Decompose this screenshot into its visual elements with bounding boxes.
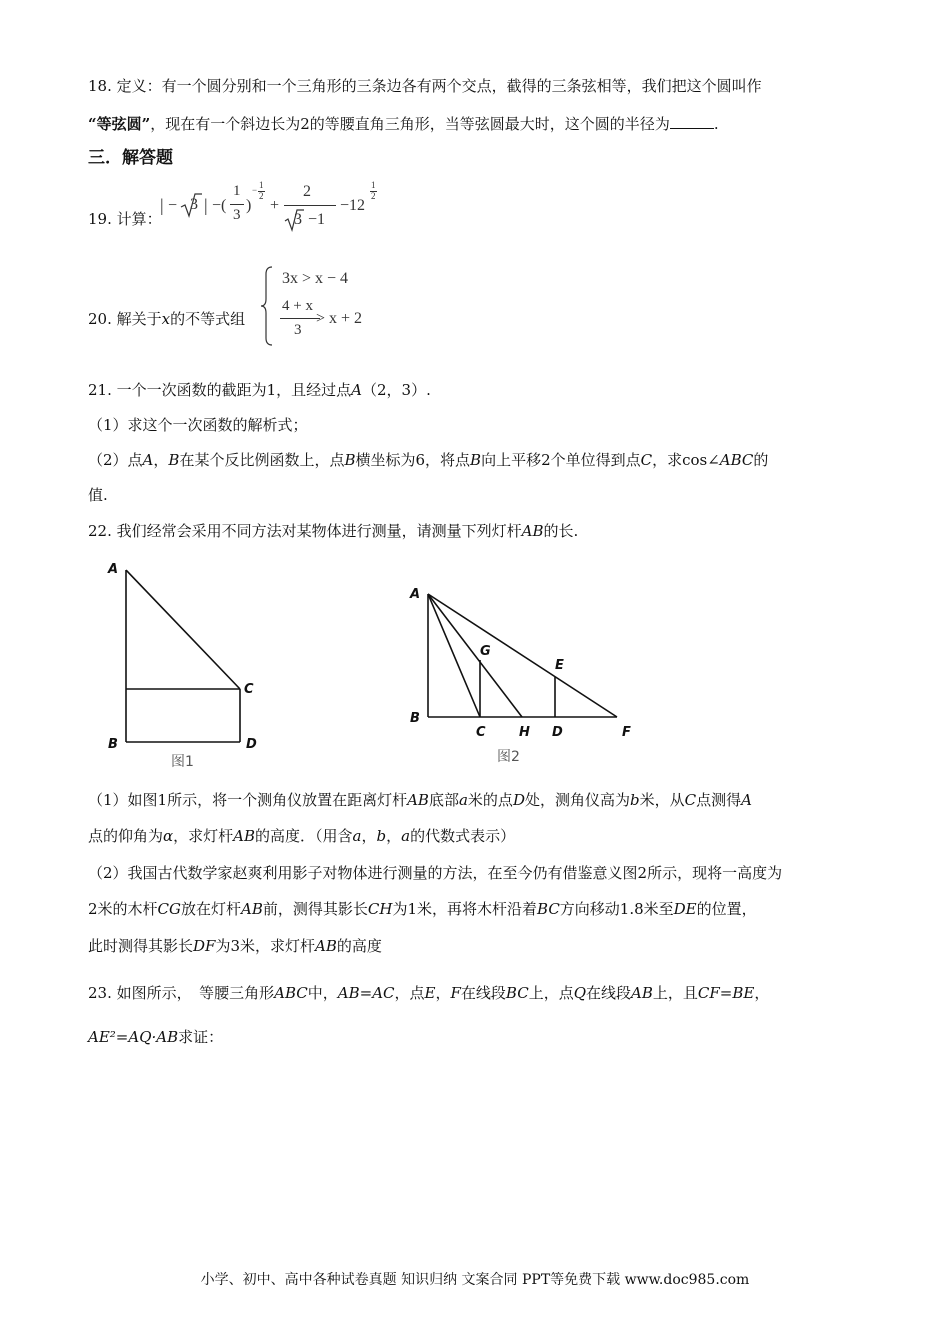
q19-exp1-den: 2 bbox=[259, 191, 264, 201]
q23-l1-AB: AB bbox=[631, 984, 653, 1002]
fig2-line-af bbox=[428, 594, 617, 717]
q20-system bbox=[260, 264, 380, 346]
q23-l1-eq2: CF=BE bbox=[697, 984, 755, 1002]
q21-line1 bbox=[88, 380, 431, 400]
q22-p2-l2-DE: DE bbox=[673, 900, 697, 918]
fig2-label-c: C bbox=[476, 725, 486, 740]
q22-part1-line1 bbox=[88, 790, 752, 810]
fig1-label-c: C bbox=[244, 682, 254, 697]
q22-p1-l1-d: 处，测角仪高为 bbox=[524, 791, 630, 809]
q22-line1-post: 的长. bbox=[543, 522, 579, 540]
q22-p1-l2-vc: a bbox=[401, 827, 411, 845]
q21-sub2-f: ，求cos∠ bbox=[652, 451, 720, 469]
q20-ineq2-num: 4 + x bbox=[282, 298, 313, 314]
q22-line1-AB: AB bbox=[521, 522, 544, 540]
q22-p1-l1-var-b: b bbox=[629, 791, 640, 809]
q18-line2 bbox=[88, 114, 719, 134]
q19-label: 19. 计算： bbox=[88, 210, 162, 228]
fig2-label-h: H bbox=[519, 725, 530, 740]
q22-line1 bbox=[88, 521, 578, 541]
fig2-label-d: D bbox=[552, 725, 563, 740]
q22-p1-l1-e: 米，从 bbox=[639, 791, 685, 809]
q21-sub2-g: 的 bbox=[753, 451, 769, 469]
q22-p1-l1-f: 点测得 bbox=[696, 791, 742, 809]
q23-l1-d: ， bbox=[435, 984, 451, 1002]
fig1-label-d: D bbox=[246, 737, 257, 752]
q23-line1 bbox=[88, 983, 769, 1003]
q22-p1-l1-AB: AB bbox=[407, 791, 429, 809]
q21-sub2 bbox=[88, 450, 768, 470]
q22-p2-l2-a: 2米的木杆 bbox=[88, 900, 158, 918]
q20-ineq1: 3x > x − 4 bbox=[282, 270, 349, 287]
q19-minus1: − bbox=[168, 197, 178, 214]
fig2-label-g: G bbox=[480, 644, 491, 659]
fig2-label-a: A bbox=[410, 587, 421, 602]
q22-p2-l3-a: 此时测得其影长 bbox=[88, 937, 194, 955]
q22-p1-l2-a: 点的仰角为 bbox=[88, 827, 164, 845]
q22-p1-l2-va: a bbox=[352, 827, 362, 845]
q19-frac-bar bbox=[230, 204, 244, 205]
q22-p2-l2-c: 前，测得其影长 bbox=[262, 900, 368, 918]
q23-l1-Q: Q bbox=[573, 984, 587, 1002]
q19-frac-num: 1 bbox=[233, 183, 241, 199]
q23-line2 bbox=[88, 1027, 223, 1047]
q21-sub2-e: 向上平移2个单位得到点 bbox=[481, 451, 641, 469]
q19-minus3: −12 bbox=[340, 197, 366, 214]
q19-frac-den: 3 bbox=[233, 207, 241, 223]
q21-sub2-a: （2）点 bbox=[88, 451, 143, 469]
q22-p1-l2-c: 的高度．（用含 bbox=[255, 827, 353, 845]
q19-minus2: −( bbox=[212, 197, 227, 214]
q22-p1-l2-alpha: α bbox=[163, 827, 174, 845]
q23-l1-b: 中， bbox=[307, 984, 338, 1002]
q21-line1-post: （2，3）. bbox=[362, 381, 431, 399]
q23-l1-BC: BC bbox=[505, 984, 529, 1002]
q18-answer-blank[interactable] bbox=[670, 114, 714, 129]
q22-p2-l2-BC: BC bbox=[537, 900, 560, 918]
fig2-caption: 图2 bbox=[497, 749, 520, 765]
q19-f2-den-rad: 3 bbox=[294, 211, 302, 228]
q18-term: “等弦圆” bbox=[88, 115, 151, 133]
q22-p2-l3-AB: AB bbox=[315, 937, 337, 955]
q20-ineq2-rest: > x + 2 bbox=[316, 310, 363, 327]
q19-paren-close: ) bbox=[246, 197, 252, 214]
fig2-label-b: B bbox=[410, 711, 420, 726]
q19-exp1-num: 1 bbox=[259, 180, 264, 190]
q22-p1-l1-var-a: a bbox=[458, 791, 468, 809]
q23-l1-e: 在线段 bbox=[460, 984, 506, 1002]
q19-exp2-den: 2 bbox=[371, 191, 376, 201]
q20-brace-icon bbox=[260, 266, 274, 346]
q19-f2-bar bbox=[284, 205, 336, 206]
q19-sqrt3: 3 bbox=[190, 196, 198, 213]
fig1-label-b: B bbox=[108, 737, 118, 752]
q22-part2-line1: （2）我国古代数学家赵爽利用影子对物体进行测量的方法，在至今仍有借鉴意义图2所示，现将一高度为 bbox=[88, 864, 783, 882]
q21-sub2-ABC: ABC bbox=[719, 451, 754, 469]
q22-p1-l1-b: 底部 bbox=[428, 791, 459, 809]
q22-p1-l2-d: ， bbox=[361, 827, 377, 845]
q21-point-a: A bbox=[351, 381, 363, 399]
q23-l1-g: 在线段 bbox=[586, 984, 632, 1002]
q22-p1-l2-f: 的代数式表示） bbox=[410, 827, 516, 845]
fig2-label-e: E bbox=[555, 658, 564, 673]
q21-sub2-B3: B bbox=[470, 451, 482, 469]
q18-line2-text: ，现在有一个斜边长为2的等腰直角三角形，当等弦圆最大时，这个圆的半径为 bbox=[150, 115, 670, 133]
q22-p2-l3-b: 为3米，求灯杆 bbox=[215, 937, 315, 955]
figure-1 bbox=[96, 556, 276, 770]
q22-part2-line3 bbox=[88, 936, 382, 956]
q20-label-post: 的不等式组 bbox=[170, 310, 246, 328]
q19-abs-open: | bbox=[160, 195, 164, 215]
q22-p2-l2-CH: CH bbox=[367, 900, 393, 918]
q22-p2-l2-f: 的位置， bbox=[696, 900, 757, 918]
q23-l1-a: 23. 如图所示， 等腰三角形 bbox=[88, 984, 275, 1002]
q22-line1-pre: 22. 我们经常会采用不同方法对某物体进行测量，请测量下列灯杆 bbox=[88, 522, 522, 540]
q22-p2-l3-c: 的高度 bbox=[336, 937, 382, 955]
q20-label bbox=[88, 309, 245, 329]
q22-p2-l2-e: 方向移动1.8米至 bbox=[559, 900, 674, 918]
q22-part1-line2 bbox=[88, 826, 515, 846]
q21-sub2-C: C bbox=[640, 451, 653, 469]
q22-p2-l2-b: 放在灯杆 bbox=[181, 900, 242, 918]
q22-p2-l2-d: 为1米，再将木杆沿着 bbox=[392, 900, 538, 918]
q23-l1-ABC: ABC bbox=[274, 984, 308, 1002]
q23-l1-E: E bbox=[424, 984, 436, 1002]
q20-ineq2-den: 3 bbox=[294, 322, 302, 338]
fig2-label-f: F bbox=[622, 725, 631, 740]
q19-abs-close: | bbox=[204, 195, 208, 215]
q22-p1-l1-c: 米的点 bbox=[467, 791, 513, 809]
q21-sub2-B: B bbox=[168, 451, 180, 469]
fig2-line-ah bbox=[428, 594, 522, 717]
q19-f2-den-rest: −1 bbox=[304, 211, 326, 228]
page-footer: 小学、初中、高中各种试卷真题 知识归纳 文案合同 PPT等免费下载 www.doc985.com bbox=[200, 1272, 750, 1288]
q20-var: x bbox=[161, 310, 171, 328]
q18-line1 bbox=[88, 76, 762, 96]
q21-line1-pre: 21. 一个一次函数的截距为1，且经过点 bbox=[88, 381, 352, 399]
q22-p1-l2-e: ， bbox=[386, 827, 402, 845]
q19-exp2-num: 1 bbox=[371, 180, 376, 190]
q23-l2-eq: AE²=AQ·AB bbox=[88, 1028, 179, 1046]
fig2-line-ac bbox=[428, 594, 480, 717]
q19-f2-num: 2 bbox=[303, 183, 311, 200]
q20-frac-bar bbox=[280, 318, 320, 319]
q18-line1-text: 18. 定义：有一个圆分别和一个三角形的三条边各有两个交点，截得的三条弦相等，我们把这个圆叫作 bbox=[88, 77, 762, 95]
fig1-sightline-ac bbox=[126, 570, 240, 689]
q21-sub2-b: ， bbox=[153, 451, 169, 469]
q21-sub2-c: 在某个反比例函数上，点 bbox=[179, 451, 345, 469]
figure-2 bbox=[404, 580, 644, 770]
q23-l1-c: ，点 bbox=[394, 984, 425, 1002]
fig1-caption: 图1 bbox=[171, 754, 194, 770]
q22-p2-l2-CG: CG bbox=[157, 900, 182, 918]
q21-sub1: （1）求这个一次函数的解析式； bbox=[88, 416, 308, 434]
q22-p1-l1-a: （1）如图1所示，将一个测角仪放置在距离灯杆 bbox=[88, 791, 408, 809]
section-heading: 三．解答题 bbox=[88, 148, 173, 168]
q21-sub2-B2: B bbox=[344, 451, 356, 469]
q22-p1-l1-D: D bbox=[512, 791, 525, 809]
q22-p1-l2-b: ，求灯杆 bbox=[173, 827, 234, 845]
q19-expression bbox=[160, 180, 390, 234]
q18-end: . bbox=[713, 115, 719, 133]
q23-l1-F: F bbox=[450, 984, 461, 1002]
q21-sub2-d: 横坐标为6，将点 bbox=[355, 451, 471, 469]
q22-part2-line2 bbox=[88, 899, 757, 919]
q23-l2-b: 求证： bbox=[178, 1028, 224, 1046]
q22-p2-l2-AB: AB bbox=[241, 900, 263, 918]
q22-p1-l2-AB: AB bbox=[233, 827, 256, 845]
q21-sub2-A: A bbox=[142, 451, 154, 469]
q23-l1-i: ， bbox=[754, 984, 770, 1002]
q23-l1-eq1: AB=AC bbox=[337, 984, 395, 1002]
q19-exp1-sign: − bbox=[252, 185, 258, 195]
q23-l1-f: 上，点 bbox=[528, 984, 574, 1002]
fig1-label-a: A bbox=[108, 562, 119, 577]
q22-p2-l3-DF: DF bbox=[193, 937, 216, 955]
q19-plus: + bbox=[270, 197, 280, 214]
q21-sub2-line2: 值. bbox=[88, 486, 108, 504]
q22-p1-l1-A: A bbox=[741, 791, 752, 809]
q22-p1-l2-vb: b bbox=[376, 827, 387, 845]
q20-label-pre: 20. 解关于 bbox=[88, 310, 162, 328]
q22-p1-l1-C: C bbox=[684, 791, 697, 809]
q23-l1-h: 上，且 bbox=[652, 984, 698, 1002]
